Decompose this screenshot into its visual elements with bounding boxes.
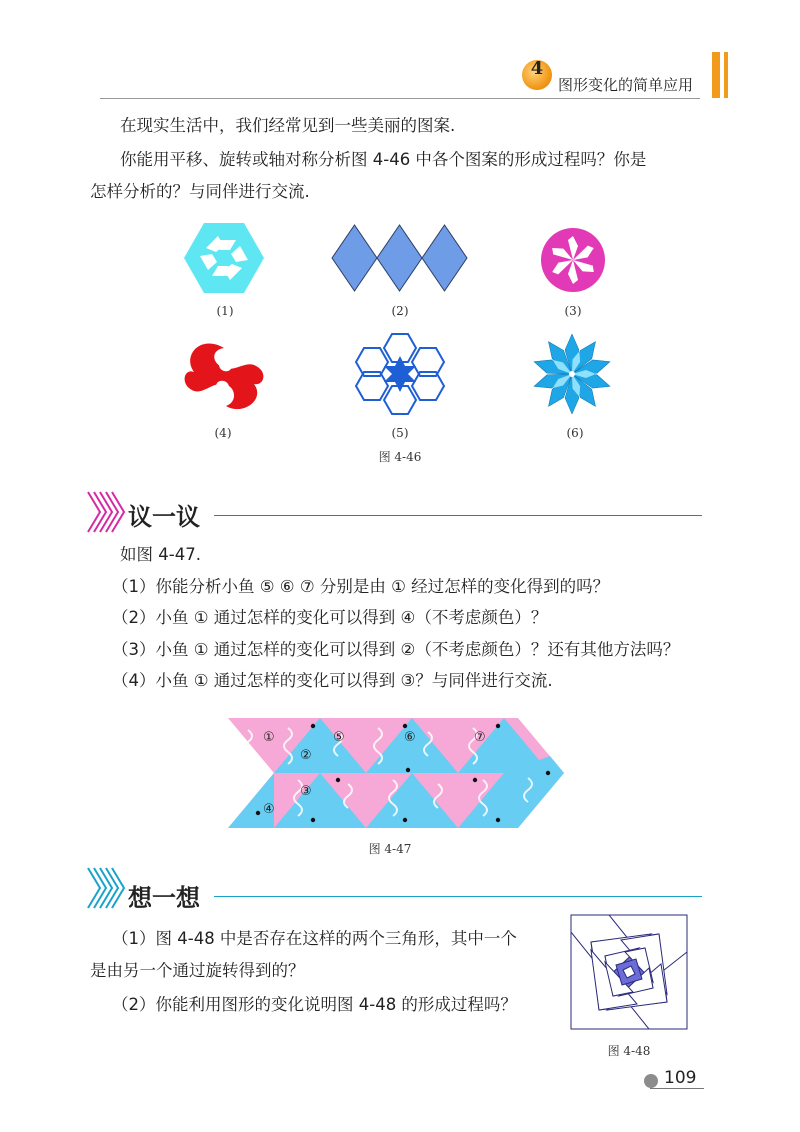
fish-label-1: ① (263, 730, 275, 745)
fish-label-7: ⑦ (474, 730, 486, 745)
discuss-section-rule (214, 515, 702, 516)
think-question-1-line-2: 是由另一个通过旋转得到的？ (90, 961, 305, 980)
intro-line-3: 怎样分析的？与同伴进行交流. (90, 182, 310, 201)
pattern-swirl-red (180, 338, 268, 414)
pattern-hexagon-cyan (184, 218, 264, 298)
fish-label-2: ② (300, 748, 312, 763)
discuss-section-title: 议一议 (128, 503, 200, 531)
discuss-question-3: （3）小鱼 ① 通过怎样的变化可以得到 ②（不考虑颜色）？还有其他方法吗？ (112, 640, 680, 659)
chapter-title: 图形变化的简单应用 (558, 76, 694, 94)
chapter-number: 4 (530, 58, 544, 79)
discuss-lead: 如图 4-47. (120, 545, 201, 564)
discuss-question-4: （4）小鱼 ① 通过怎样的变化可以得到 ③？与同伴进行交流. (112, 671, 553, 690)
fish-label-6: ⑥ (404, 730, 416, 745)
header-rule (100, 98, 700, 99)
discuss-question-2: （2）小鱼 ① 通过怎样的变化可以得到 ④（不考虑颜色）？ (112, 608, 548, 627)
intro-line-2: 你能用平移、旋转或轴对称分析图 4-46 中各个图案的形成过程吗？你是 (120, 150, 647, 169)
page-number: 109 (664, 1068, 697, 1088)
fig46-label-1: (1) (216, 304, 234, 318)
pattern-star-flower-cyan (530, 332, 614, 416)
fig46-label-5: (5) (391, 426, 409, 440)
chevron-arrows-icon (86, 866, 126, 910)
fish-label-4: ④ (263, 802, 275, 817)
think-question-1-line-1: （1）图 4-48 中是否存在这样的两个三角形，其中一个 (112, 929, 517, 948)
page-marker-dot (644, 1074, 658, 1088)
think-question-2: （2）你能利用图形的变化说明图 4-48 的形成过程吗？ (112, 995, 517, 1014)
pattern-diamonds-blue (332, 225, 467, 291)
fig46-label-2: (2) (391, 304, 409, 318)
think-section-title: 想一想 (128, 884, 200, 912)
discuss-question-1: （1）你能分析小鱼 ⑤ ⑥ ⑦ 分别是由 ① 经过怎样的变化得到的吗？ (112, 577, 610, 596)
fig48-caption: 图 4-48 (607, 1044, 651, 1058)
pattern-flower-magenta (540, 227, 606, 293)
fig47-caption: 图 4-47 (368, 842, 412, 856)
fish-label-5: ⑤ (333, 730, 345, 745)
think-section-rule (214, 896, 702, 897)
fish-label-3: ③ (300, 784, 312, 799)
pattern-hexagon-star-blue (354, 332, 446, 416)
fig46-label-4: (4) (214, 426, 232, 440)
footer-rule (650, 1088, 704, 1089)
intro-line-1: 在现实生活中，我们经常见到一些美丽的图案. (120, 116, 456, 135)
header-bar-decoration (712, 52, 720, 98)
header-bar-decoration-thin (724, 52, 728, 98)
fig46-label-3: (3) (564, 304, 582, 318)
fig46-label-6: (6) (566, 426, 584, 440)
rotated-squares-figure (570, 914, 688, 1030)
fish-tessellation-figure (228, 718, 564, 828)
chevron-arrows-icon (86, 490, 126, 534)
fig46-caption: 图 4-46 (378, 450, 422, 464)
